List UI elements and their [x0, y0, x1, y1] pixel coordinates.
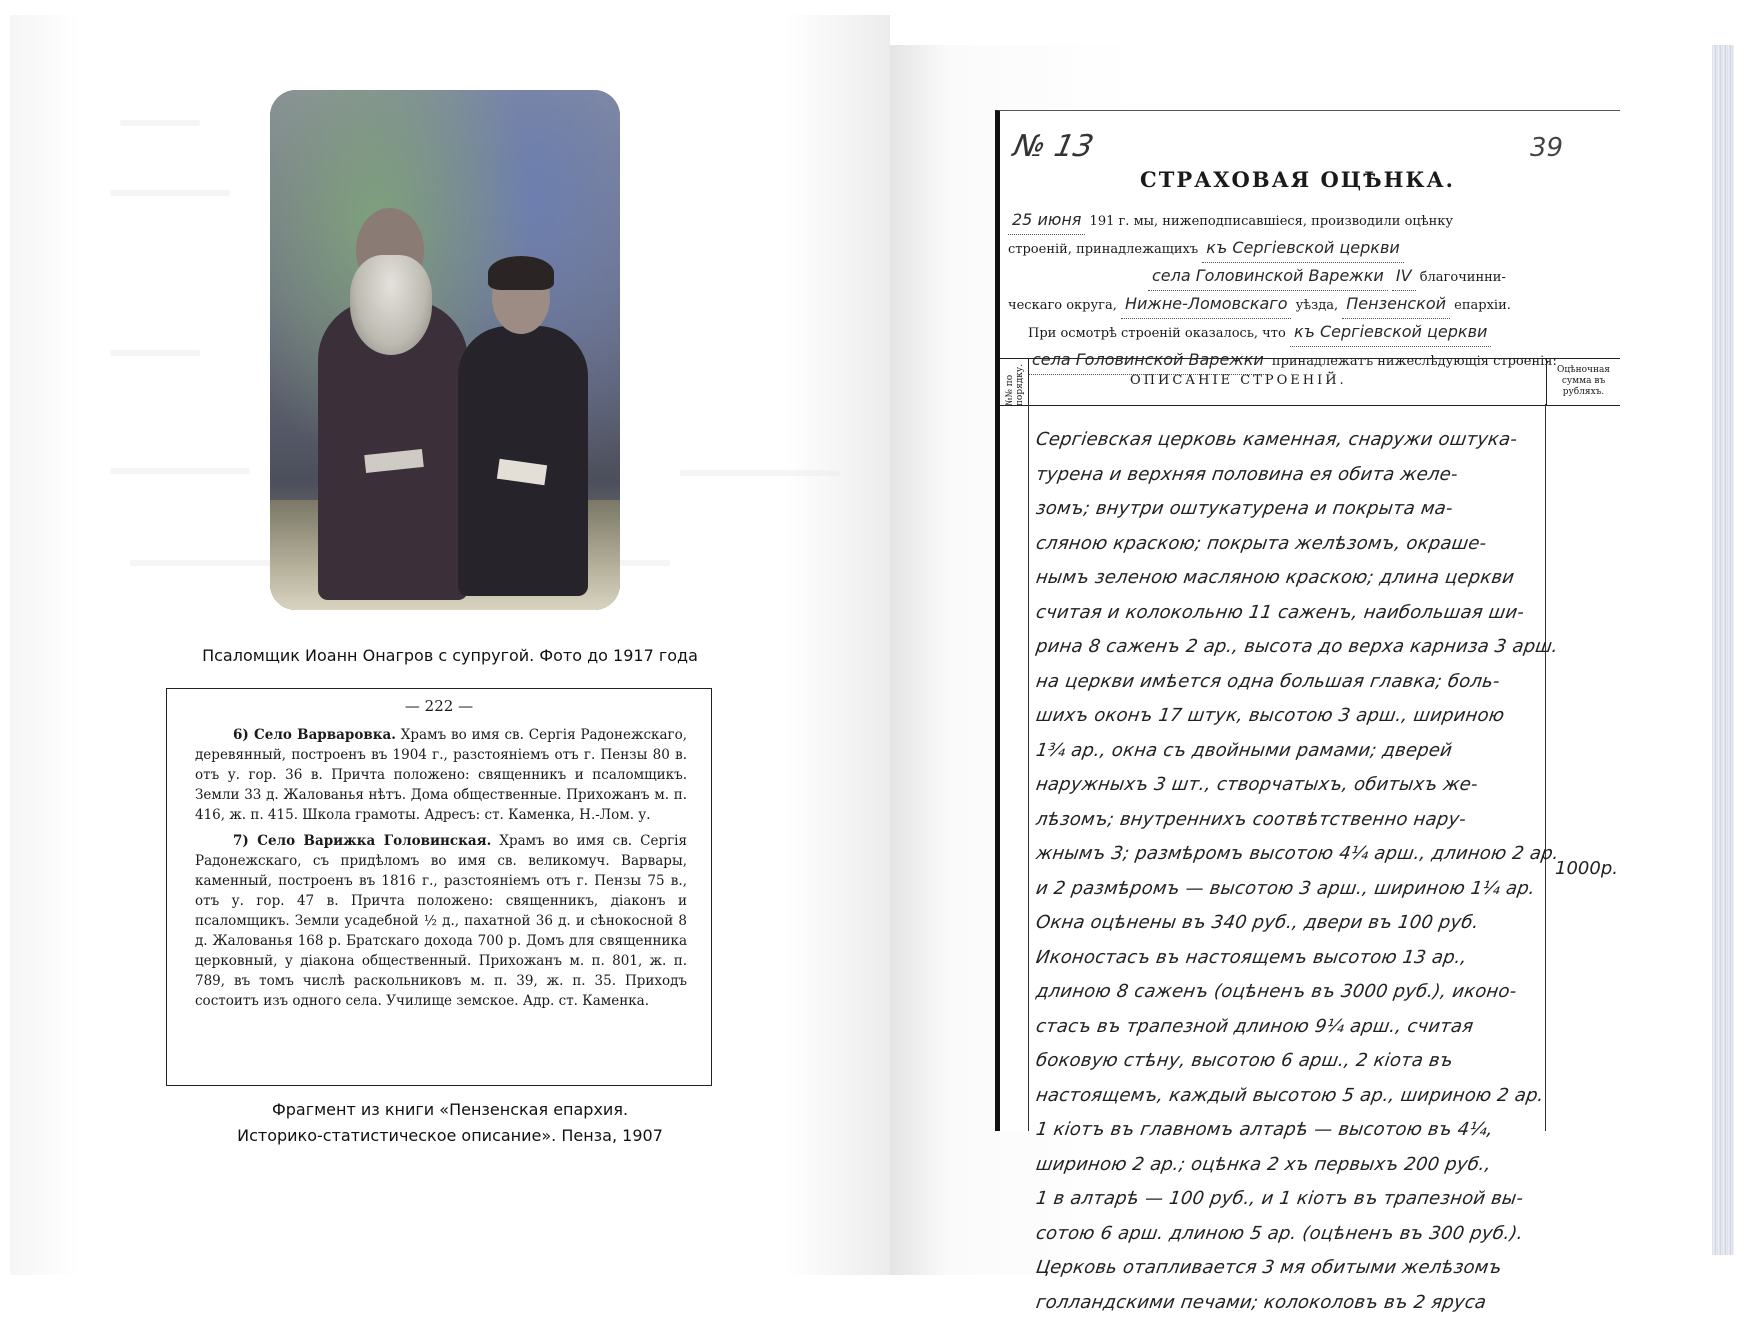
handwritten-line: считая и колокольню 11 саженъ, наибольшая ши-: [1034, 596, 1583, 631]
handwritten-line: 1 в алтарѣ — 100 руб., и 1 кіотъ въ трапезной вы-: [1034, 1182, 1583, 1217]
bleed-through-line: [680, 470, 840, 476]
handwritten-village: села Головинской Варежки: [1148, 262, 1388, 291]
woman-hair: [488, 256, 554, 290]
handwritten-line: на церкви имѣется одна большая главка; боль-: [1034, 665, 1583, 700]
handwritten-date: 25 июня: [1008, 206, 1085, 235]
handwritten-line: стасъ въ трапезной длиною 9¼ арш., считая: [1034, 1010, 1583, 1045]
document-number: № 13: [1010, 129, 1096, 164]
handwritten-uezd: Нижне-Ломовскаго: [1121, 290, 1292, 319]
fragment-caption-line2: Историко-статистическое описание». Пенза, 1907: [140, 1126, 760, 1145]
entry-6: [195, 725, 687, 825]
printed-text: благочинни-: [1420, 270, 1506, 285]
entry-6-text: Храмъ во имя св. Сергія Радонежскаго, деревянный, построенъ въ 1904 г., разстояніемъ отъ г. Пензы 80 в. отъ у. гор. 36 в. Причта положено: священникъ и псаломщикъ. Земли 33 д. Жалованья нѣтъ. Дома общественные. Прихожанъ м. п. 416, ж. п. 415. Школа грамоты. Адресъ: ст. Каменка, Н.-Лом. у.: [195, 727, 687, 823]
woman-figure: [458, 326, 588, 596]
header-line-5: [1008, 318, 1612, 346]
bleed-through-line: [120, 120, 200, 126]
table-header: [1000, 358, 1620, 406]
fragment-caption-line1: Фрагмент из книги «Пензенская епархия.: [140, 1100, 760, 1119]
handwritten-village-2: села Головинской Варежки: [1028, 346, 1268, 375]
document-title: СТРАХОВАЯ ОЦѢНКА.: [1140, 167, 1455, 192]
header-line-1: [1008, 206, 1612, 234]
printed-text: епархіи.: [1454, 298, 1511, 313]
entry-7: [195, 831, 687, 1011]
handwritten-line: голландскими печами; колоколовъ въ 2 яруса: [1034, 1286, 1583, 1320]
handwritten-eparchy: Пензенской: [1342, 290, 1450, 319]
handwritten-owner: къ Сергіевской церкви: [1202, 234, 1403, 263]
handwritten-district-number: IV: [1392, 262, 1416, 291]
header-line-3: [1008, 262, 1612, 290]
handwritten-line: шихъ оконъ 17 штук, высотою 3 арш., шириною: [1034, 699, 1583, 734]
description-column-header: ОПИСАНІЕ СТРОЕНІЙ.: [1130, 373, 1347, 388]
header-line-2: [1008, 234, 1612, 262]
handwritten-line: длиною 8 саженъ (оцѣненъ въ 3000 руб.), иконо-: [1034, 975, 1583, 1010]
fragment-page-number: — 222 —: [167, 697, 711, 715]
number-column-header: №№ по порядку.: [1000, 359, 1029, 405]
bleed-through-line: [110, 190, 230, 196]
handwritten-line: Церковь отапливается 3 мя обитыми желѣзомъ: [1034, 1251, 1583, 1286]
insurance-document: [995, 110, 1620, 1131]
printed-text: 191 г. мы, нижеподписавшіеся, производили оцѣнку: [1090, 214, 1454, 229]
book-fragment: [166, 688, 712, 1086]
printed-text: строеній, принадлежащихъ: [1008, 242, 1198, 257]
handwritten-line: 1¾ ар., окна съ двойными рамами; дверей: [1034, 734, 1583, 769]
handwritten-line: турена и верхняя половина ея обита желе-: [1034, 458, 1583, 493]
printed-text: принадлежатъ нижеслѣдующія строенія:: [1272, 354, 1557, 369]
page-edge: [1712, 45, 1734, 1255]
number-column-rule: [1028, 404, 1029, 1131]
handwritten-line: сляною краскою; покрыта желѣзомъ, окраше-: [1034, 527, 1583, 562]
printed-text: уѣзда,: [1296, 298, 1338, 313]
bleed-through-line: [110, 350, 200, 356]
photo-caption: Псаломщик Иоанн Онагров с супругой. Фото до 1917 года: [140, 646, 760, 665]
handwritten-line: настоящемъ, каждый высотою 5 ар., шириною 2 ар.: [1034, 1079, 1583, 1114]
handwritten-line: Окна оцѣнены въ 340 руб., двери въ 100 руб.: [1034, 906, 1583, 941]
fragment-text: [195, 725, 687, 1017]
printed-text: При осмотрѣ строеній оказалось, что: [1028, 326, 1286, 341]
handwritten-line: Сергіевская церковь каменная, снаружи оштука-: [1034, 423, 1583, 458]
entry-7-title: 7) Село Варижка Головинская.: [233, 833, 491, 849]
sum-column-header: Оцѣночная сумма въ рубляхъ.: [1546, 359, 1620, 405]
man-beard: [350, 255, 432, 355]
handwritten-description: [1036, 423, 1580, 1320]
handwritten-line: и 2 размѣромъ — высотою 3 арш., шириною 1¼ ар.: [1034, 872, 1583, 907]
handwritten-line: нымъ зеленою масляною краскою; длина церкви: [1034, 561, 1583, 596]
handwritten-line: Иконостасъ въ настоящемъ высотою 13 ар.,: [1034, 941, 1583, 976]
handwritten-line: жнымъ 3; размѣромъ высотою 4¼ арш., длиною 2 ар.: [1034, 837, 1583, 872]
bleed-through-line: [110, 468, 250, 474]
estimated-sum: 1000р.: [1555, 858, 1618, 879]
handwritten-line: наружныхъ 3 шт., створчатыхъ, обитыхъ же-: [1034, 768, 1583, 803]
handwritten-line: сотою 6 арш. длиною 5 ар. (оцѣненъ въ 300 руб.).: [1034, 1217, 1583, 1252]
document-header-lines: [1008, 206, 1612, 374]
portrait-photo: [270, 90, 620, 610]
handwritten-line: шириною 2 ар.; оцѣнка 2 хъ первыхъ 200 руб.,: [1034, 1148, 1583, 1183]
handwritten-line: зомъ; внутри оштукатурена и покрыта ма-: [1034, 492, 1583, 527]
header-line-4: [1008, 290, 1612, 318]
handwritten-line: рина 8 саженъ 2 ар., высота до верха карниза 3 арш.: [1034, 630, 1583, 665]
sheet-number: 39: [1530, 133, 1563, 163]
handwritten-line: 1 кіотъ въ главномъ алтарѣ — высотою въ 4¼,: [1034, 1113, 1583, 1148]
entry-6-title: 6) Село Варваровка.: [233, 727, 396, 743]
handwritten-line: лѣзомъ; внутреннихъ соотвѣтственно нару-: [1034, 803, 1583, 838]
printed-text: ческаго округа,: [1008, 298, 1117, 313]
entry-7-text: Храмъ во имя св. Сергія Радонежскаго, съ придѣломъ во имя св. великомуч. Варвары, каменный, построенъ въ 1816 г., разстояніемъ отъ г. Пензы 75 в., отъ у. гор. 47 в. Причта положено: священникъ, діаконъ и псаломщикъ. Земли усадебной ½ д., пахатной 36 д. и сѣнокосной 8 д. Жалованья 168 р. Братскаго дохода 700 р. Домъ для священника церковный, у діакона общественный. Прихожанъ м. п. 801, ж. п. 789, въ томъ числѣ раскольниковъ м. п. 39, ж. п. 35. Приходъ состоитъ изъ одного села. Училище земское. Адр. ст. Каменка.: [195, 833, 687, 1009]
handwritten-owner-2: къ Сергіевской церкви: [1290, 318, 1491, 347]
handwritten-line: боковую стѣну, высотою 6 арш., 2 кіота въ: [1034, 1044, 1583, 1079]
